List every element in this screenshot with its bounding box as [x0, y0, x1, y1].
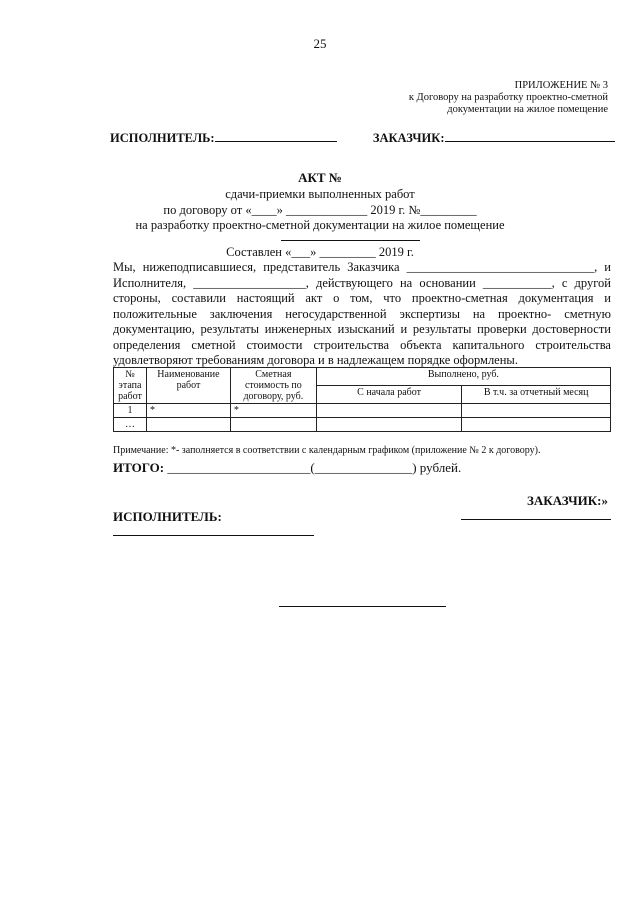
cell-number: 1 — [114, 404, 147, 418]
executor-signature-line — [113, 535, 314, 536]
executor-label: ИСПОЛНИТЕЛЬ: — [110, 131, 215, 145]
act-contract-line: по договору от «____» _____________ 2019 г. №_________ — [163, 203, 477, 217]
appendix-line-2: к Договору на разработку проектно-сметной — [408, 92, 608, 103]
table-row — [114, 418, 611, 432]
bottom-signature-line — [279, 606, 446, 607]
parties-line — [110, 129, 615, 146]
total-amount: ______________________(_______________) рублей. — [167, 460, 462, 475]
header-done-from-start: С начала работ — [316, 386, 462, 404]
act-body — [113, 260, 611, 369]
table-header-row — [114, 368, 611, 386]
act-title: АКТ № — [298, 170, 342, 185]
cell-cost — [230, 418, 316, 432]
customer-signature-line — [461, 519, 611, 520]
executor-field — [215, 129, 337, 142]
header-name: Наименование работ — [146, 368, 230, 404]
appendix-header — [409, 80, 608, 116]
header-cost: Сметная стоимость по договору, руб. — [230, 368, 316, 404]
works-table — [113, 367, 611, 432]
cell-from-start — [316, 418, 462, 432]
appendix-line-3: документации на жилое помещение — [447, 104, 608, 115]
cell-from-start — [316, 404, 462, 418]
table-note: Примечание: *- заполняется в соответствии с календарным графиком (приложение № 2 к договору). — [113, 445, 541, 456]
cell-cost: * — [230, 404, 316, 418]
cell-month — [462, 418, 611, 432]
composed-date: Составлен «___» _________ 2019 г. — [226, 245, 414, 259]
cell-name — [146, 418, 230, 432]
total-label: ИТОГО: — [113, 460, 165, 475]
appendix-line-1: ПРИЛОЖЕНИЕ № 3 — [514, 80, 608, 91]
cell-number: … — [114, 418, 147, 432]
body-paragraph: Мы, нижеподписавшиеся, представитель Заказчика ______________________________, и Исполнителя, __________________, действующего на основании ___________, с другой стороны, составили настоящий акт о том, что проектно-сметная документация и положительные заключения негосударственной экспертизы на проектно- сметную документацию, результаты инженерных изысканий и результаты проверки достоверности определения сметной стоимости строительства объекта капитального строительства удовлетворяют требованиям договора и в надлежащем порядке оформлены. — [113, 260, 611, 367]
executor-signature-label: ИСПОЛНИТЕЛЬ: — [113, 509, 222, 524]
act-subtitle: сдачи-приемки выполненных работ — [225, 187, 415, 201]
header-done-month: В т.ч. за отчетный месяц — [462, 386, 611, 404]
cell-name: * — [146, 404, 230, 418]
customer-signature-label: ЗАКАЗЧИК:» — [526, 493, 608, 508]
total-line — [113, 460, 461, 476]
signature-line — [281, 240, 420, 241]
customer-field — [445, 129, 615, 142]
cell-month — [462, 404, 611, 418]
page-number: 25 — [313, 36, 327, 51]
customer-label: ЗАКАЗЧИК: — [372, 131, 445, 145]
act-design-line: на разработку проектно-сметной документации на жилое помещение — [135, 218, 505, 232]
header-number: № этапа работ — [114, 368, 147, 404]
table-row — [114, 404, 611, 418]
header-done: Выполнено, руб. — [316, 368, 610, 386]
